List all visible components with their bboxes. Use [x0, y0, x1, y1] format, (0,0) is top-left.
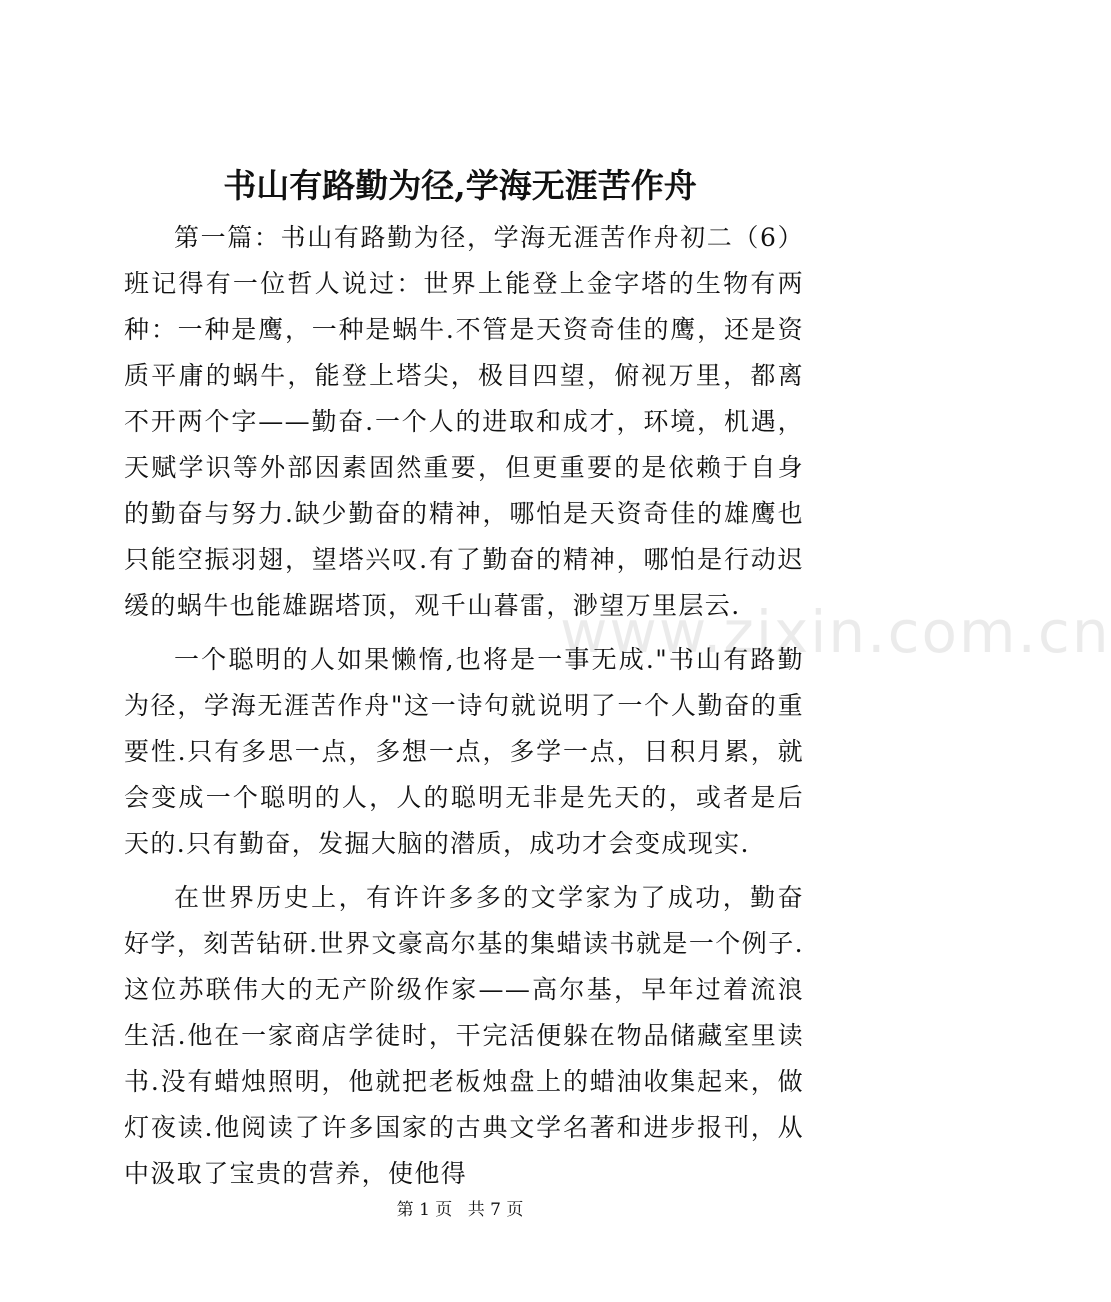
page-footer [0, 1198, 920, 1222]
paragraph-2: 一个聪明的人如果懒惰,也将是一事无成."书山有路勤为径，学海无涯苦作舟"这一诗句就说明了一个人勤奋的重要性.只有多思一点，多想一点，多学一点，日积月累，就会变成一个聪明的人，人的聪明无非是先天的，或者是后天的.只有勤奋，发掘大脑的潜质，成功才会变成现实. [124, 645, 804, 858]
paragraph-1: 第一篇：书山有路勤为径，学海无涯苦作舟初二（6）班记得有一位哲人说过：世界上能登上金字塔的生物有两种：一种是鹰，一种是蜗牛.不管是天资奇佳的鹰，还是资质平庸的蜗牛，能登上塔尖，极目四望，俯视万里，都离不开两个字——勤奋.一个人的进取和成才，环境，机遇，天赋学识等外部因素固然重要，但更重要的是依赖于自身的勤奋与努力.缺少勤奋的精神，哪怕是天资奇佳的雄鹰也只能空振羽翅，望塔兴叹.有了勤奋的精神，哪怕是行动迟缓的蜗牛也能雄踞塔顶，观千山暮雷，渺望万里层云. [124, 223, 804, 620]
page-number: 第 1 页 [396, 1200, 453, 1220]
document-body [124, 215, 804, 1197]
page-total: 共 7 页 [467, 1200, 524, 1220]
document-title: 书山有路勤为径,学海无涯苦作舟 [223, 166, 697, 205]
paragraph-3: 在世界历史上，有许许多多的文学家为了成功，勤奋好学，刻苦钻研.世界文豪高尔基的集蜡读书就是一个例子.这位苏联伟大的无产阶级作家——高尔基，早年过着流浪生活.他在一家商店学徒时，干完活便躲在物品储藏室里读书.没有蜡烛照明，他就把老板烛盘上的蜡油收集起来，做灯夜读.他阅读了许多国家的古典文学名著和进步报刊，从中汲取了宝贵的营养，使他得 [124, 883, 804, 1188]
watermark: www.zixin.com.cn [560, 598, 1111, 666]
